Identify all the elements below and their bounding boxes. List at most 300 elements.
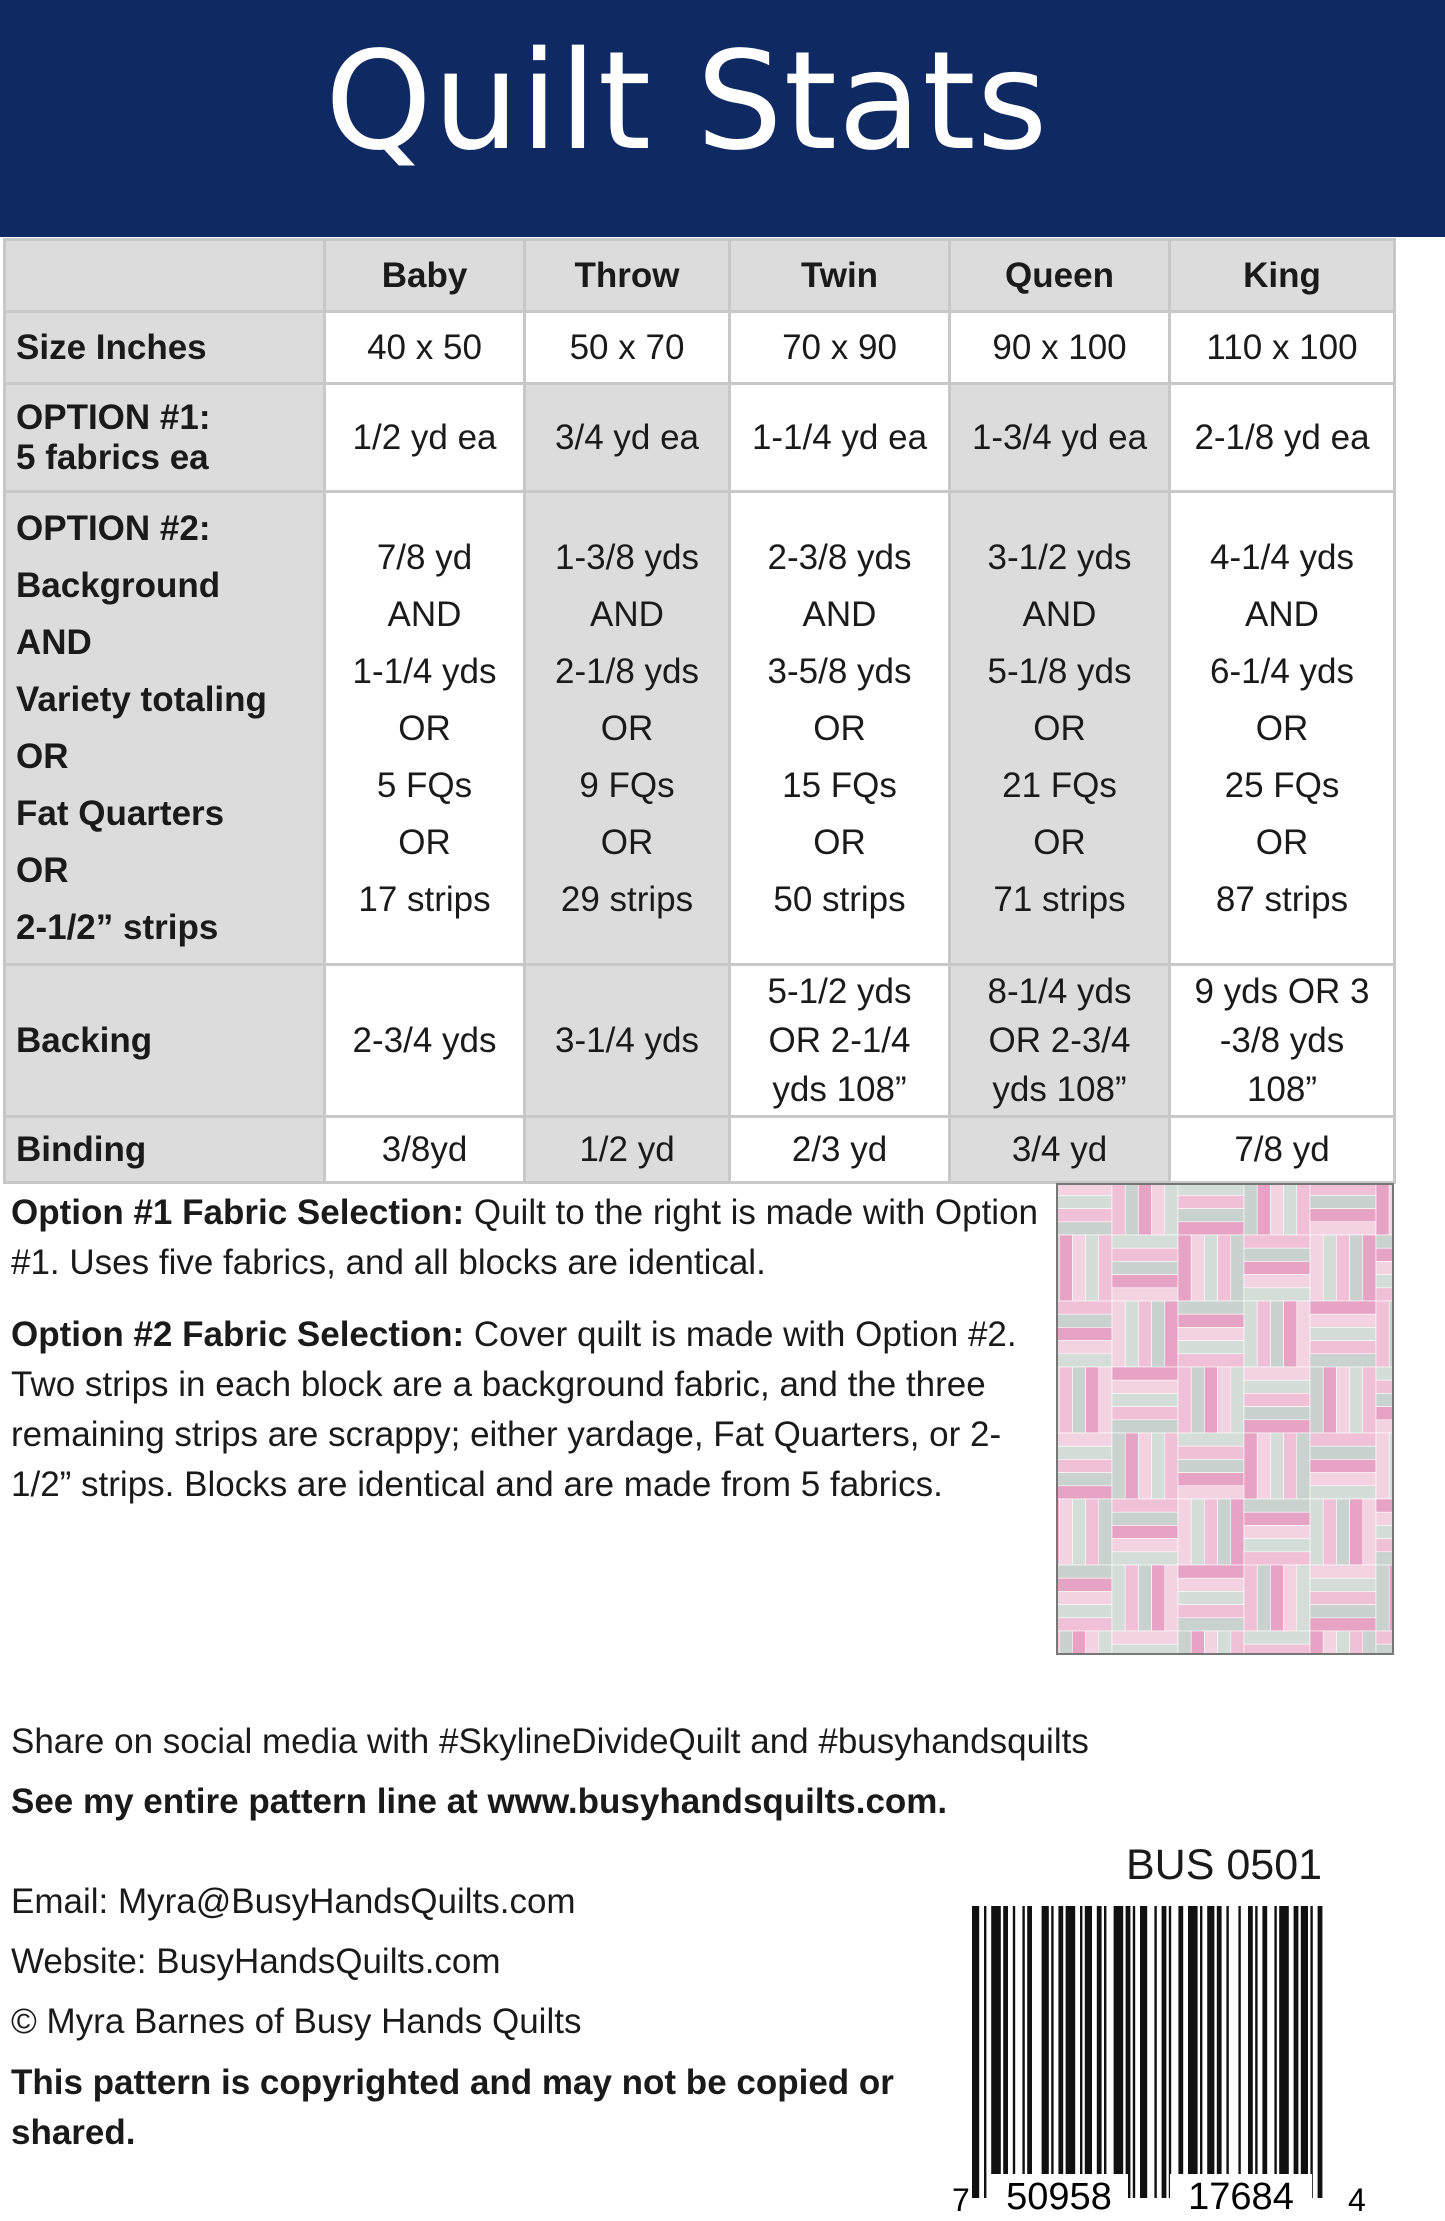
barcode-bar: [1114, 1906, 1124, 2198]
quilt-strip: [1178, 1578, 1244, 1591]
quilt-strip: [1178, 1301, 1244, 1314]
quilt-strip: [1165, 1301, 1178, 1367]
cell-line: 9 yds OR 3: [1194, 972, 1370, 1011]
quilt-strip: [1204, 1235, 1217, 1301]
cell-line: AND: [1022, 594, 1097, 634]
barcode-bar: [1248, 1906, 1253, 2198]
quilt-strip: [1204, 1499, 1217, 1565]
quilt-strip: [1058, 1605, 1112, 1618]
quilt-strip: [1152, 1433, 1165, 1499]
quilt-strip: [1310, 1459, 1376, 1472]
quilt-strip: [1244, 1248, 1310, 1261]
barcode-bar: [1154, 1906, 1156, 2198]
quilt-strip: [1058, 1354, 1112, 1367]
column-header: Queen: [950, 240, 1170, 312]
cell-line: OR: [1033, 708, 1086, 748]
quilt-strip: [1244, 1539, 1310, 1552]
quilt-strip: [1376, 1499, 1392, 1512]
quilt-strip: [1112, 1644, 1178, 1653]
title-banner: [0, 0, 1445, 237]
quilt-strip: [1165, 1433, 1178, 1499]
table-cell: 90 x 100: [950, 312, 1170, 384]
barcode-digits-left: 50958: [1006, 2176, 1112, 2216]
quilt-strip: [1257, 1185, 1270, 1235]
table-row-option1: [5, 384, 1395, 492]
table-cell: 3/8yd: [325, 1117, 525, 1183]
quilt-strip: [1244, 1552, 1310, 1565]
cell-line: OR: [813, 822, 866, 862]
cell-line: 8-1/4 yds: [987, 972, 1132, 1011]
quilt-strip: [1257, 1301, 1270, 1367]
cell-line: 17 strips: [358, 879, 491, 919]
barcode-bar: [1279, 1906, 1289, 2198]
quilt-strip: [1178, 1314, 1244, 1327]
quilt-strip: [1244, 1380, 1310, 1393]
quilt-strip: [1284, 1301, 1297, 1367]
table-header-row: [5, 240, 1395, 312]
cell-line: 25 FQs: [1224, 765, 1340, 805]
table-corner-cell: [5, 240, 325, 312]
quilt-strip: [1138, 1185, 1151, 1235]
quilt-strip: [1376, 1275, 1392, 1288]
quilt-strip: [1376, 1248, 1392, 1261]
quilt-strip: [1112, 1393, 1178, 1406]
quilt-strip: [1350, 1367, 1363, 1433]
barcode-bar: [1178, 1906, 1183, 2198]
cell-line: OR: [1255, 822, 1309, 862]
row-label-line: 5 fabrics ea: [16, 437, 209, 477]
quilt-strip: [1099, 1235, 1112, 1301]
table-cell: 1/2 yd ea: [325, 384, 525, 492]
page-title: Quilt Stats: [325, 23, 1049, 181]
barcode-image: [940, 1906, 1380, 2216]
quilt-strip: [1072, 1631, 1085, 1653]
quilt-strip: [1270, 1301, 1283, 1367]
quilt-strip: [1178, 1565, 1244, 1578]
quilt-strip: [1310, 1591, 1376, 1604]
quilt-strip: [1376, 1288, 1392, 1301]
copyright-notice: This pattern is copyrighted and may not be copied or shared.: [11, 2063, 894, 2152]
quilt-strip: [1058, 1301, 1112, 1314]
barcode-digits-right: 17684: [1188, 2176, 1294, 2216]
quilt-strip: [1058, 1473, 1112, 1486]
row-label-line: OR: [16, 737, 69, 776]
quilt-strip: [1350, 1499, 1363, 1565]
barcode-bar: [1085, 1906, 1092, 2198]
quilt-strip: [1363, 1235, 1376, 1301]
quilt-strip: [1376, 1380, 1392, 1393]
quilt-strip: [1350, 1235, 1363, 1301]
quilt-strip: [1310, 1222, 1376, 1235]
website-line: Website: BusyHandsQuilts.com: [11, 1942, 501, 1981]
quilt-strip: [1310, 1473, 1376, 1486]
quilt-strip: [1323, 1235, 1336, 1301]
email-line: Email: Myra@BusyHandsQuilts.com: [11, 1882, 576, 1921]
quilt-photo: [1056, 1183, 1394, 1655]
row-label-line: OPTION #2:: [16, 509, 211, 548]
quilt-strip: [1270, 1433, 1283, 1499]
cell-line: 5-1/8 yds: [987, 651, 1132, 691]
table-cell: [950, 965, 1170, 1117]
cell-line: 5 FQs: [376, 765, 473, 805]
quilt-strip: [1244, 1565, 1257, 1631]
table-cell: 2-1/8 yd ea: [1170, 384, 1395, 492]
quilt-strip: [1178, 1235, 1191, 1301]
quilt-strip: [1138, 1301, 1151, 1367]
cell-line: 1-1/4 yds: [352, 651, 497, 691]
table-cell: [950, 492, 1170, 965]
barcode-bar: [1058, 1906, 1063, 2198]
quilt-strip: [1086, 1631, 1099, 1653]
table-cell: [325, 965, 525, 1117]
quilt-strip: [1376, 1631, 1392, 1644]
cell-line: 29 strips: [560, 879, 694, 919]
cell-line: 87 strips: [1215, 879, 1349, 919]
barcode-digit-last: 4: [1348, 2182, 1366, 2216]
row-label: Backing: [5, 965, 325, 1117]
row-label: [5, 384, 325, 492]
row-label: [5, 492, 325, 965]
barcode-bar: [1104, 1906, 1106, 2198]
cell-line: OR: [813, 708, 866, 748]
option1-text: Quilt to the right is made with Option #1. Uses five fabrics, and all blocks are identical.: [11, 1193, 1039, 1282]
quilt-strip: [1112, 1235, 1178, 1248]
quilt-strip: [1112, 1275, 1178, 1288]
quilt-strip: [1310, 1446, 1376, 1459]
table-cell: [325, 492, 525, 965]
table-cell: 2/3 yd: [730, 1117, 950, 1183]
barcode-bar: [1207, 1906, 1214, 2198]
quilt-strip: [1218, 1367, 1231, 1433]
quilt-strip: [1058, 1433, 1112, 1446]
cell-line: 3-1/4 yds: [555, 1020, 699, 1060]
quilt-strip: [1284, 1433, 1297, 1499]
barcode-bar: [1140, 1906, 1147, 2198]
row-label-line: OPTION #1:: [16, 397, 211, 437]
quilt-strip: [1218, 1235, 1231, 1301]
barcode-bar: [1066, 1906, 1076, 2198]
quilt-strip: [1058, 1578, 1112, 1591]
quilt-strip: [1072, 1367, 1085, 1433]
quilt-strip: [1191, 1499, 1204, 1565]
quilt-strip: [1178, 1367, 1191, 1433]
cell-line: -3/8 yds: [1219, 1021, 1345, 1060]
table-cell: [525, 965, 730, 1117]
table-cell: [730, 965, 950, 1117]
quilt-strip: [1244, 1525, 1310, 1538]
table-cell: [1170, 492, 1395, 965]
quilt-strip: [1086, 1499, 1099, 1565]
quilt-strip: [1244, 1512, 1310, 1525]
quilt-strip: [1112, 1525, 1178, 1538]
quilt-strip: [1231, 1367, 1244, 1433]
barcode-bar: [1238, 1906, 1240, 2198]
cell-line: 7/8 yd: [376, 537, 473, 577]
quilt-strip: [1244, 1275, 1310, 1288]
quilt-strip: [1178, 1591, 1244, 1604]
cell-line: OR: [600, 708, 654, 748]
table-cell: 40 x 50: [325, 312, 525, 384]
barcode-bar: [1169, 1906, 1171, 2198]
quilt-strip: [1376, 1512, 1392, 1525]
barcode-bar: [984, 1906, 986, 2198]
quilt-strip: [1191, 1631, 1204, 1653]
quilt-strip: [1099, 1499, 1112, 1565]
quilt-strip: [1244, 1288, 1310, 1301]
barcode-bar: [1022, 1906, 1024, 2198]
option2-heading: Option #2 Fabric Selection:: [11, 1315, 465, 1354]
quilt-strip: [1178, 1354, 1244, 1367]
row-label-line: Fat Quarters: [16, 794, 225, 833]
quilt-strip: [1112, 1631, 1178, 1644]
cell-line: 6-1/4 yds: [1210, 651, 1354, 691]
quilt-strip: [1363, 1499, 1376, 1565]
column-header: Baby: [325, 240, 525, 312]
quilt-strip: [1350, 1631, 1363, 1653]
quilt-strip: [1310, 1235, 1323, 1301]
barcode-bar: [1051, 1906, 1053, 2198]
quilt-strip: [1058, 1341, 1112, 1354]
quilt-strip: [1112, 1380, 1178, 1393]
table-cell: [730, 492, 950, 965]
cell-line: OR 2-3/4: [988, 1021, 1131, 1060]
quilt-strip: [1389, 1565, 1392, 1631]
quilt-strip: [1058, 1486, 1112, 1499]
quilt-strip: [1058, 1327, 1112, 1340]
quilt-strip: [1310, 1578, 1376, 1591]
quilt-strip: [1218, 1499, 1231, 1565]
barcode-bar: [1097, 1906, 1102, 2198]
quilt-strip: [1244, 1235, 1310, 1248]
quilt-strip: [1152, 1565, 1165, 1631]
quilt-strip: [1376, 1407, 1392, 1420]
quilt-strip: [1058, 1195, 1112, 1208]
quilt-strip: [1165, 1185, 1178, 1235]
table-cell: 110 x 100: [1170, 312, 1395, 384]
quilt-strip: [1204, 1631, 1217, 1653]
row-label-line: OR: [16, 851, 69, 890]
quilt-strip: [1310, 1354, 1376, 1367]
quilt-strip: [1376, 1433, 1389, 1499]
cell-line: 3-5/8 yds: [767, 651, 912, 691]
barcode-bar: [1294, 1906, 1299, 2198]
quilt-strip: [1058, 1459, 1112, 1472]
barcode-bar: [1080, 1906, 1082, 2198]
quilt-strip: [1112, 1499, 1178, 1512]
quilt-strip: [1086, 1367, 1099, 1433]
quilt-strip: [1284, 1185, 1297, 1235]
column-header: King: [1170, 240, 1395, 312]
quilt-strip: [1244, 1644, 1310, 1653]
quilt-strip: [1099, 1631, 1112, 1653]
quilt-strip: [1376, 1525, 1392, 1538]
quilt-strip: [1376, 1235, 1392, 1248]
quilt-strip: [1099, 1367, 1112, 1433]
quilt-strip: [1058, 1618, 1112, 1631]
quilt-strip: [1231, 1235, 1244, 1301]
cell-line: AND: [590, 594, 664, 634]
cell-line: 50 strips: [773, 879, 906, 919]
quilt-strip: [1310, 1433, 1376, 1446]
quilt-strip: [1336, 1367, 1349, 1433]
quilt-strip: [1059, 1499, 1072, 1565]
row-label: Binding: [5, 1117, 325, 1183]
quilt-strip: [1376, 1367, 1392, 1380]
quilt-strip: [1244, 1420, 1310, 1433]
quilt-strip: [1244, 1631, 1310, 1644]
barcode-bar: [991, 1906, 1001, 2198]
quilt-strip: [1178, 1341, 1244, 1354]
copyright-line: © Myra Barnes of Busy Hands Quilts: [11, 2002, 582, 2041]
social-section: [11, 1712, 1391, 1832]
quilt-strip: [1376, 1644, 1392, 1653]
cell-line: OR: [600, 822, 654, 862]
table-cell: [525, 492, 730, 965]
barcode-bar: [1013, 1906, 1015, 2198]
table-cell: 1-1/4 yd ea: [730, 384, 950, 492]
barcode: [940, 1906, 1380, 2216]
quilt-strip: [1165, 1565, 1178, 1631]
quilt-strip: [1310, 1631, 1323, 1653]
table-row-binding: [5, 1117, 1395, 1183]
table-cell: 3/4 yd ea: [525, 384, 730, 492]
quilt-strip: [1323, 1499, 1336, 1565]
quilt-strip: [1270, 1185, 1283, 1235]
quilt-strip: [1363, 1631, 1376, 1653]
quilt-strip: [1244, 1301, 1257, 1367]
quilt-strip: [1310, 1185, 1376, 1195]
quilt-strip: [1297, 1433, 1310, 1499]
quilt-strip: [1336, 1631, 1349, 1653]
cell-line: 2-1/8 yds: [555, 651, 699, 691]
quilt-strip: [1204, 1367, 1217, 1433]
table-cell: 1-3/4 yd ea: [950, 384, 1170, 492]
quilt-strip: [1138, 1565, 1151, 1631]
quilt-strip: [1178, 1209, 1244, 1222]
quilt-strip: [1058, 1591, 1112, 1604]
quilt-strip: [1270, 1565, 1283, 1631]
quilt-strip: [1125, 1185, 1138, 1235]
quilt-strip: [1112, 1248, 1178, 1261]
cell-line: OR: [1255, 708, 1309, 748]
quilt-strip: [1112, 1539, 1178, 1552]
option1-heading: Option #1 Fabric Selection:: [11, 1193, 465, 1232]
quilt-strip: [1376, 1261, 1392, 1274]
barcode-bar: [972, 1906, 979, 2198]
cell-line: 108”: [1246, 1070, 1318, 1109]
quilt-strip: [1257, 1433, 1270, 1499]
quilt-strip: [1218, 1631, 1231, 1653]
cell-line: 21 FQs: [1002, 765, 1117, 805]
quilt-strip: [1178, 1433, 1244, 1446]
barcode-bar: [1274, 1906, 1276, 2198]
pattern-line-link: See my entire pattern line at www.busyhandsquilts.com.: [11, 1782, 948, 1821]
cell-line: AND: [1245, 594, 1319, 634]
quilt-strip: [1178, 1327, 1244, 1340]
row-label-line: AND: [16, 623, 92, 662]
cell-line: 9 FQs: [579, 765, 675, 805]
option2-note: [11, 1310, 1041, 1510]
contact-section: [11, 1872, 911, 2158]
quilt-strip: [1178, 1185, 1244, 1195]
quilt-strip: [1072, 1499, 1085, 1565]
row-label-line: Variety totaling: [16, 680, 267, 719]
quilt-strip: [1112, 1288, 1178, 1301]
barcode-bar: [1255, 1906, 1257, 2198]
option2-text: Cover quilt is made with Option #2. Two strips in each block are a background fabric, and the three remaining strips are scrappy; either yardage, Fat Quarters, or 2-1/2” strips. Blocks are identical and are made from 5 fabrics.: [11, 1315, 1017, 1504]
quilt-strip: [1310, 1367, 1323, 1433]
quilt-strip: [1112, 1261, 1178, 1274]
table-cell: 50 x 70: [525, 312, 730, 384]
quilt-strip: [1112, 1420, 1178, 1433]
fabric-selection-notes: [11, 1188, 1041, 1532]
product-code: BUS 0501: [1126, 1841, 1323, 1889]
cell-line: 71 strips: [993, 879, 1126, 919]
quilt-strip: [1112, 1565, 1125, 1631]
quilt-strip: [1297, 1185, 1310, 1235]
cell-line: OR: [398, 708, 451, 748]
quilt-strip: [1310, 1605, 1376, 1618]
quilt-strip: [1310, 1341, 1376, 1354]
quilt-strip: [1178, 1499, 1191, 1565]
barcode-bar: [1126, 1906, 1131, 2198]
quilt-strip: [1112, 1552, 1178, 1565]
quilt-strip: [1244, 1185, 1257, 1235]
barcode-bar: [1133, 1906, 1135, 2198]
cell-line: AND: [802, 594, 877, 634]
quilt-strip: [1310, 1327, 1376, 1340]
quilt-strip: [1297, 1301, 1310, 1367]
quilt-strip: [1389, 1433, 1392, 1499]
quilt-strip: [1257, 1565, 1270, 1631]
quilt-strip: [1086, 1235, 1099, 1301]
barcode-bar: [1188, 1906, 1198, 2198]
quilt-strip: [1310, 1499, 1323, 1565]
option1-note: [11, 1188, 1041, 1288]
quilt-strip: [1244, 1367, 1310, 1380]
quilt-strip: [1323, 1367, 1336, 1433]
quilt-strip: [1310, 1301, 1376, 1314]
barcode-bar: [1318, 1906, 1323, 2198]
table-cell: 70 x 90: [730, 312, 950, 384]
quilt-strip: [1059, 1631, 1072, 1653]
quilt-strip: [1244, 1433, 1257, 1499]
quilt-strip: [1125, 1301, 1138, 1367]
barcode-bar: [1027, 1906, 1032, 2198]
row-label-line: 2-1/2” strips: [16, 908, 219, 947]
quilt-strip: [1376, 1539, 1392, 1552]
quilt-strip: [1059, 1367, 1072, 1433]
quilt-strip: [1310, 1618, 1376, 1631]
quilt-strip: [1376, 1552, 1392, 1565]
quilt-strip: [1191, 1367, 1204, 1433]
quilt-strip: [1231, 1499, 1244, 1565]
cell-line: yds 108”: [772, 1070, 907, 1109]
table-row-option2: [5, 492, 1395, 965]
table-cell: 3/4 yd: [950, 1117, 1170, 1183]
quilt-strip: [1178, 1618, 1244, 1631]
barcode-digit-first: 7: [952, 2182, 970, 2216]
cell-line: yds 108”: [992, 1070, 1127, 1109]
quilt-strip: [1178, 1605, 1244, 1618]
quilt-strip: [1059, 1235, 1072, 1301]
cell-line: 3-1/2 yds: [987, 537, 1132, 577]
table-row-size: [5, 312, 1395, 384]
table-cell: [1170, 965, 1395, 1117]
quilt-strip: [1112, 1367, 1178, 1380]
column-header: Throw: [525, 240, 730, 312]
quilt-strip: [1178, 1473, 1244, 1486]
